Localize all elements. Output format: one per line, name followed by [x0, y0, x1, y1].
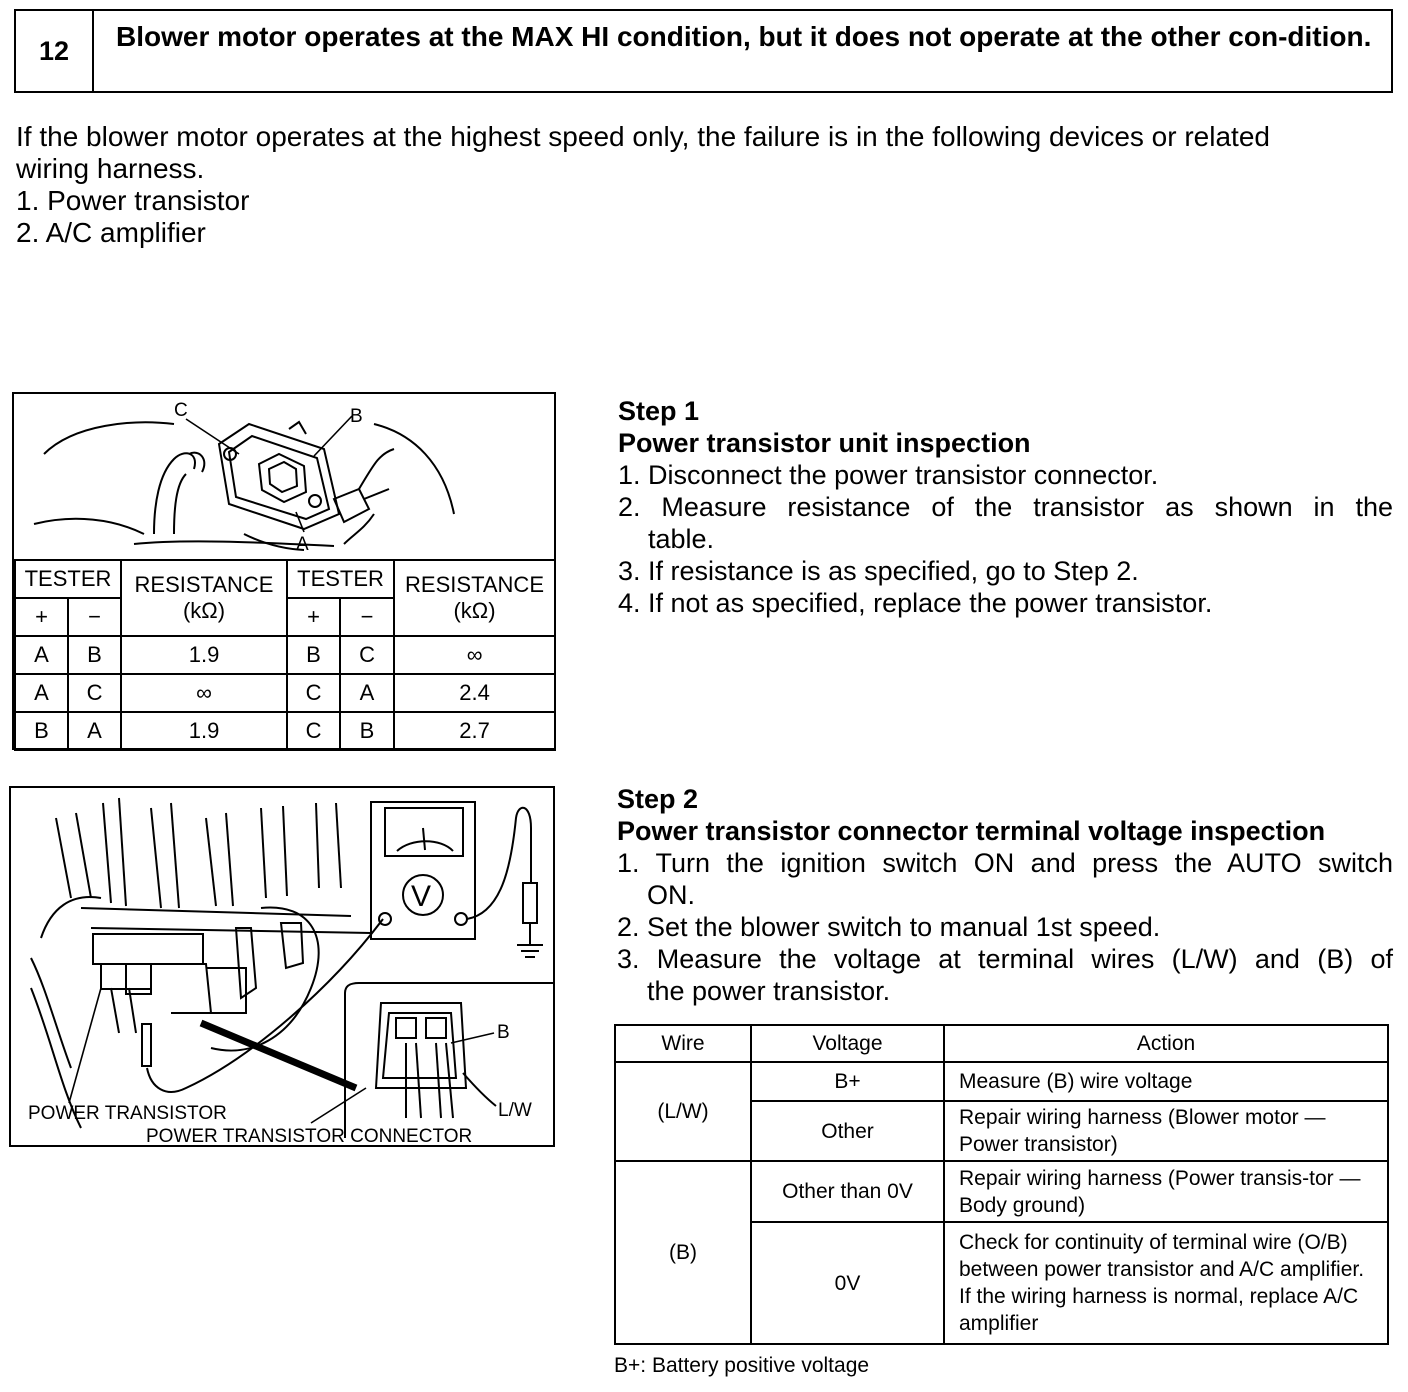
intro-line-2: wiring harness. [16, 153, 205, 184]
voltage-cell: Other than 0V [751, 1161, 944, 1222]
step-1-item: table. [648, 524, 715, 554]
step-1-title: Power transistor unit inspection [618, 428, 1031, 458]
power-transistor-illustration [14, 394, 554, 559]
label-power-transistor: POWER TRANSISTOR [28, 1103, 227, 1124]
step-1-item: 1. Disconnect the power transistor connector. [618, 460, 1159, 490]
table-row [15, 636, 555, 674]
step-2-item: the power transistor. [647, 976, 891, 1006]
intro-paragraph [16, 121, 1394, 249]
label-c: C [174, 400, 188, 421]
step-2-item: 2. Set the blower switch to manual 1st speed. [617, 912, 1161, 942]
table-cell: B [340, 712, 394, 750]
resistance-table [14, 559, 556, 751]
procedure-title: Blower motor operates at the MAX HI condition, but it does not operate at the other con-dition. [116, 21, 1372, 52]
step-2-section [617, 783, 1393, 1007]
action-cell: Check for continuity of terminal wire (O/B) between power transistor and A/C amplifier. If the wiring harness is normal, replace A/C amplifier [944, 1222, 1388, 1344]
table-cell: 2.4 [394, 674, 555, 712]
action-cell: Measure (B) wire voltage [944, 1062, 1388, 1101]
step-2-item: ON. [647, 880, 696, 910]
step-1-item: 3. If resistance is as specified, go to Step 2. [618, 556, 1139, 586]
transistor-figure [12, 392, 556, 750]
step-2-item: 3. Measure the voltage at terminal wires (L/W) and (B) of [617, 944, 1393, 974]
table-cell: C [68, 674, 121, 712]
minus-header: − [68, 598, 121, 636]
label-lw: L/W [498, 1100, 532, 1121]
step-2-item: 1. Turn the ignition switch ON and press the AUTO switch [617, 848, 1393, 878]
table-cell: B [68, 636, 121, 674]
plus-header: + [287, 598, 340, 636]
resistance-header: RESISTANCE (kΩ) [121, 560, 287, 636]
table-row [615, 1062, 1388, 1101]
intro-item-ac-amplifier: 2. A/C amplifier [16, 217, 206, 248]
resistance-header: RESISTANCE (kΩ) [394, 560, 555, 636]
voltage-table [614, 1024, 1389, 1345]
table-row [15, 712, 555, 750]
step-2-label: Step 2 [617, 784, 699, 814]
wire-lw: (L/W) [615, 1062, 751, 1161]
step-2-title: Power transistor connector terminal voltage inspection [617, 816, 1326, 846]
tester-header: TESTER [15, 560, 121, 598]
intro-item-power-transistor: 1. Power transistor [16, 185, 250, 216]
voltage-header: Voltage [751, 1025, 944, 1062]
table-cell: A [15, 674, 68, 712]
table-cell: ∞ [121, 674, 287, 712]
wire-b: (B) [615, 1161, 751, 1344]
voltage-cell: Other [751, 1101, 944, 1161]
label-b: B [497, 1022, 510, 1043]
table-cell: C [287, 712, 340, 750]
procedure-number: 12 [16, 11, 94, 91]
table-cell: C [287, 674, 340, 712]
table-cell: C [340, 636, 394, 674]
table-row [15, 674, 555, 712]
table-cell: A [340, 674, 394, 712]
table-cell: 1.9 [121, 636, 287, 674]
action-header: Action [944, 1025, 1388, 1062]
label-a: A [296, 534, 309, 555]
wire-header: Wire [615, 1025, 751, 1062]
action-cell: Repair wiring harness (Blower motor —Power transistor) [944, 1101, 1388, 1161]
minus-header: − [340, 598, 394, 636]
voltmeter-icon: V [411, 880, 432, 913]
voltage-cell: B+ [751, 1062, 944, 1101]
step-1-item: 2. Measure resistance of the transistor as shown in the [618, 492, 1393, 522]
plus-header: + [15, 598, 68, 636]
voltage-cell: 0V [751, 1222, 944, 1344]
label-power-transistor-connector: POWER TRANSISTOR CONNECTOR [146, 1126, 473, 1145]
intro-line-1: If the blower motor operates at the highest speed only, the failure is in the following devices or related [16, 121, 1270, 152]
label-b: B [350, 406, 363, 427]
table-cell: A [68, 712, 121, 750]
step-1-item: 4. If not as specified, replace the power transistor. [618, 588, 1213, 618]
voltage-test-figure [9, 786, 555, 1147]
procedure-header [14, 9, 1393, 93]
action-cell: Repair wiring harness (Power transis-tor —Body ground) [944, 1161, 1388, 1222]
table-cell: 1.9 [121, 712, 287, 750]
table-cell: B [287, 636, 340, 674]
tester-header: TESTER [287, 560, 394, 598]
table-cell: A [15, 636, 68, 674]
footnote: B+: Battery positive voltage [614, 1354, 870, 1377]
table-cell: B [15, 712, 68, 750]
step-1-label: Step 1 [618, 396, 700, 426]
step-1-section [618, 395, 1393, 619]
table-cell: 2.7 [394, 712, 555, 750]
table-row [615, 1161, 1388, 1222]
voltmeter-illustration [11, 788, 553, 1145]
table-cell: ∞ [394, 636, 555, 674]
